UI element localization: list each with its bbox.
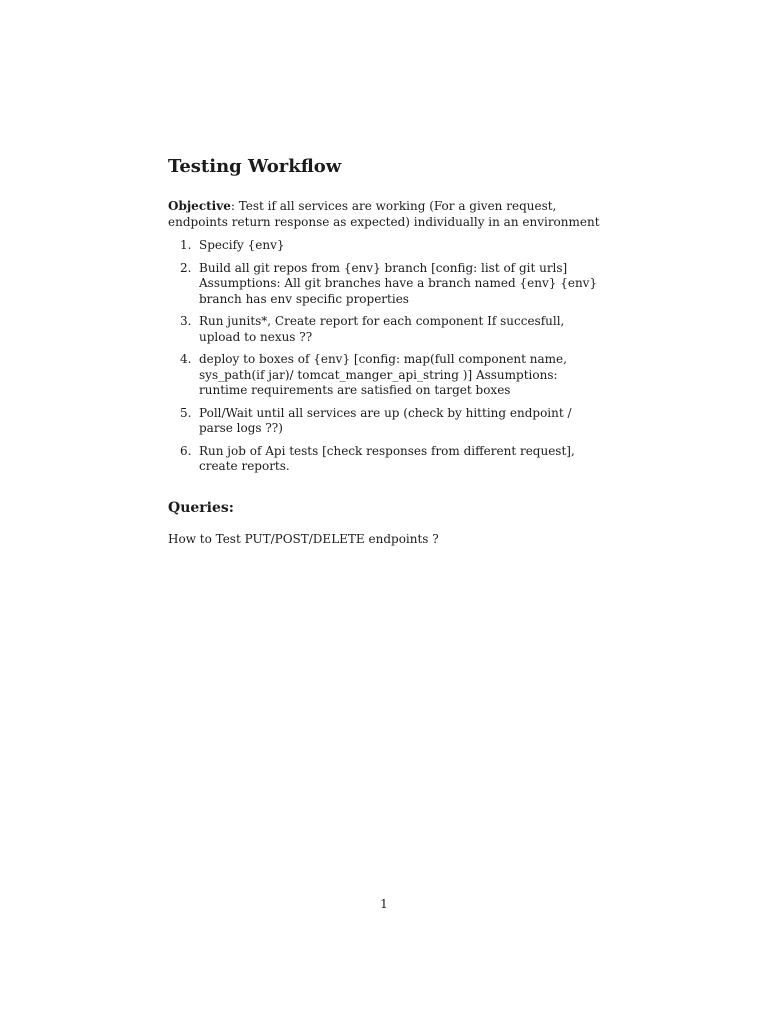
step-number: 1. xyxy=(180,238,192,252)
list-item xyxy=(168,444,602,475)
list-item xyxy=(168,261,602,308)
step-number: 4. xyxy=(180,352,192,366)
document-body xyxy=(168,156,602,547)
list-item xyxy=(168,352,602,399)
page-number: 1 xyxy=(380,897,388,911)
list-item xyxy=(168,238,602,254)
step-number: 5. xyxy=(180,405,192,420)
objective-text: : Test if all services are working (For a given request, endpoints return response as expected) individually in an environment xyxy=(168,199,600,229)
objective-paragraph xyxy=(168,198,602,230)
step-text: deploy to boxes of {env} [config: map(full component name, sys_path(if jar)/ tomcat_manger_api_string )] Assumptions: runtime requirements are satisfied on target boxes xyxy=(199,352,567,397)
workflow-steps-list xyxy=(168,238,602,475)
step-text: Poll/Wait until all services are up (check by hitting endpoint / parse logs ??) xyxy=(199,405,572,435)
step-number: 6. xyxy=(180,443,192,458)
query-text: How to Test PUT/POST/DELETE endpoints ? xyxy=(168,531,439,546)
list-item xyxy=(168,406,602,437)
step-text: Run junits*, Create report for each component If succesfull, upload to nexus ?? xyxy=(199,314,565,344)
list-item xyxy=(168,314,602,345)
objective-label: Objective xyxy=(168,199,231,213)
step-text: Run job of Api tests [check responses from different request], create reports. xyxy=(199,443,575,473)
step-number: 3. xyxy=(180,314,192,328)
step-text: Specify {env} xyxy=(199,238,285,252)
step-number: 2. xyxy=(180,260,192,275)
step-text: Build all git repos from {env} branch [config: list of git urls] Assumptions: All git branches have a branch named {env} {env} branch has env specific properties xyxy=(199,260,598,306)
queries-heading: Queries: xyxy=(168,499,234,516)
document-title: Testing Workflow xyxy=(168,156,342,177)
